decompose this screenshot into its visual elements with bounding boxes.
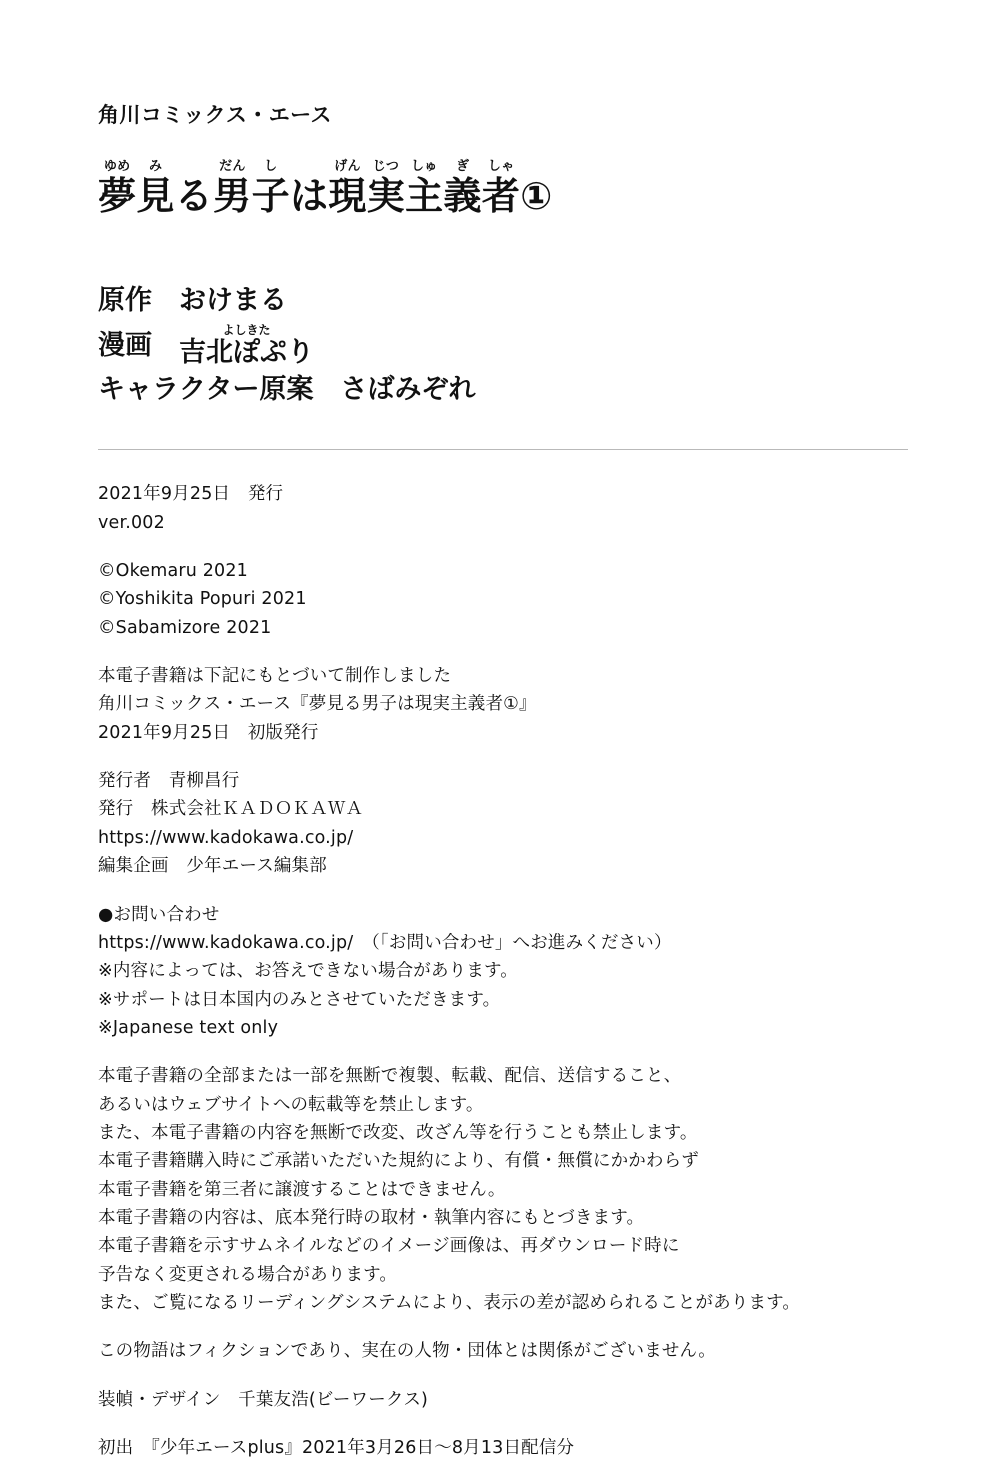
contact-note-3: ※Japanese text only [98,1017,279,1038]
publication-date: 2021年9月25日 発行 [98,484,284,505]
contact-url[interactable]: https://www.kadokawa.co.jp/ （「お問い合わせ」へお進みください） [98,932,672,953]
copyright-line-3: ©Sabamizore 2021 [98,617,272,638]
design-credit-block [98,1386,908,1414]
colophon-details [98,480,908,1462]
publisher-line-1: 発行者 青柳昌行 [98,771,240,792]
title-ruby-row [98,158,552,217]
credit-name-ruby-2: よしきた [222,322,271,337]
terms-line-3: また、本電子書籍の内容を無断で改変、改ざん等を行うことも禁止します。 [98,1122,698,1143]
contact-note-2: ※サポートは日本国内のみとさせていただきます。 [98,989,501,1010]
title-ruby-2: み [148,159,163,175]
publisher-line-4: 編集企画 少年エース編集部 [98,856,327,877]
title-char-5 [252,158,290,217]
source-note-line-1: 本電子書籍は下記にもとづいて制作しました [98,666,452,687]
page-content [98,0,908,1462]
title-char-2 [136,158,174,217]
title-ruby-1: ゆめ [103,159,131,175]
title-base-10: 義 [443,174,482,219]
terms-line-5: 本電子書籍を第三者に譲渡することはできません。 [98,1179,506,1200]
credit-name-3: さばみぞれ [340,373,476,405]
fiction-note: この物語はフィクションであり、実在の人物・団体とは関係がございません。 [98,1341,716,1362]
credits-block [98,279,908,411]
publisher-block [98,767,908,880]
terms-line-1: 本電子書籍の全部または一部を無断で複製、転載、配信、送信すること、 [98,1066,682,1087]
title-base-6: は [289,174,329,219]
fiction-note-block [98,1337,908,1365]
terms-line-2: あるいはウェブサイトへの転載等を禁止します。 [98,1094,484,1115]
title-ruby-7: げん [334,159,361,175]
title-base-9: 主 [405,174,444,219]
credit-role-2: 漫画 [98,329,152,361]
title-base-5: 子 [251,174,290,219]
copyright-line-2: ©Yoshikita Popuri 2021 [98,589,307,610]
credit-row-original-story [98,279,908,323]
credit-name-2 [179,323,314,368]
copyright-line-1: ©Okemaru 2021 [98,561,248,582]
title-base-4: 男 [213,174,252,219]
publisher-url[interactable]: https://www.kadokawa.co.jp/ [98,827,354,848]
contact-heading: ●お問い合わせ [98,904,220,925]
credit-spacer-2 [152,324,179,368]
title-base-7: 現 [328,174,367,219]
title-char-4 [213,158,251,217]
publication-block [98,480,908,537]
title-ruby-8: じつ [372,159,400,175]
title-ruby-group [98,158,552,217]
title-char-10 [444,158,482,217]
credit-role-3: キャラクター原案 [98,373,314,405]
publisher-line-2: 発行 株式会社ＫＡＤＯＫＡＷＡ [98,799,364,820]
title-ruby-9: しゅ [411,159,438,175]
title-ruby-4: だん [219,159,246,175]
title-ruby-11: しゃ [487,159,515,175]
title-char-1 [98,158,136,217]
terms-line-9: また、ご覧になるリーディングシステムにより、表示の差が認められることがあります。 [98,1292,801,1313]
source-note-line-2: 角川コミックス・エース『夢見る男子は現実主義者①』 [98,694,537,715]
credit-spacer-3 [313,368,340,412]
credit-row-character-design [98,368,908,412]
volume-number: ① [520,174,553,219]
source-note-line-3: 2021年9月25日 初版発行 [98,722,319,743]
terms-block [98,1062,908,1317]
credit-role-1: 原作 [98,285,152,317]
credit-spacer-1 [152,279,179,323]
title-base-3: る [174,174,214,219]
terms-line-8: 予告なく変更される場合があります。 [98,1264,398,1285]
design-credit: 装幀・デザイン 千葉友浩(ビーワークス) [98,1389,429,1410]
title-base-11: 者 [481,174,521,219]
credit-row-manga [98,323,908,368]
source-note-block [98,662,908,747]
imprint-label: 角川コミックス・エース [98,103,332,127]
contact-block [98,901,908,1043]
title-char-8 [367,158,405,217]
section-divider [98,449,908,450]
book-title [98,158,908,217]
title-ruby-5: し [264,159,278,175]
title-base-1: 夢 [98,174,137,219]
first-publication: 初出 『少年エースplus』2021年3月26日〜8月13日配信分 [98,1438,575,1458]
copyright-block [98,557,908,642]
credit-name-base-2: 吉北ぽぷり [179,336,314,368]
credit-name-1: おけまる [179,285,287,317]
title-ruby-10: ぎ [456,159,470,175]
publication-version: ver.002 [98,512,165,533]
terms-line-6: 本電子書籍の内容は、底本発行時の取材・執筆内容にもとづきます。 [98,1207,645,1228]
contact-note-1: ※内容によっては、お答えできない場合があります。 [98,961,518,982]
title-base-8: 実 [366,174,406,219]
first-publication-block [98,1434,908,1462]
title-char-9 [405,158,443,217]
title-base-2: 見 [136,174,175,219]
title-char-11 [482,158,520,217]
title-char-7 [328,158,366,217]
terms-line-4: 本電子書籍購入時にご承諾いただいた規約により、有償・無償にかかわらず [98,1151,699,1172]
terms-line-7: 本電子書籍を示すサムネイルなどのイメージ画像は、再ダウンロード時に [98,1236,680,1257]
